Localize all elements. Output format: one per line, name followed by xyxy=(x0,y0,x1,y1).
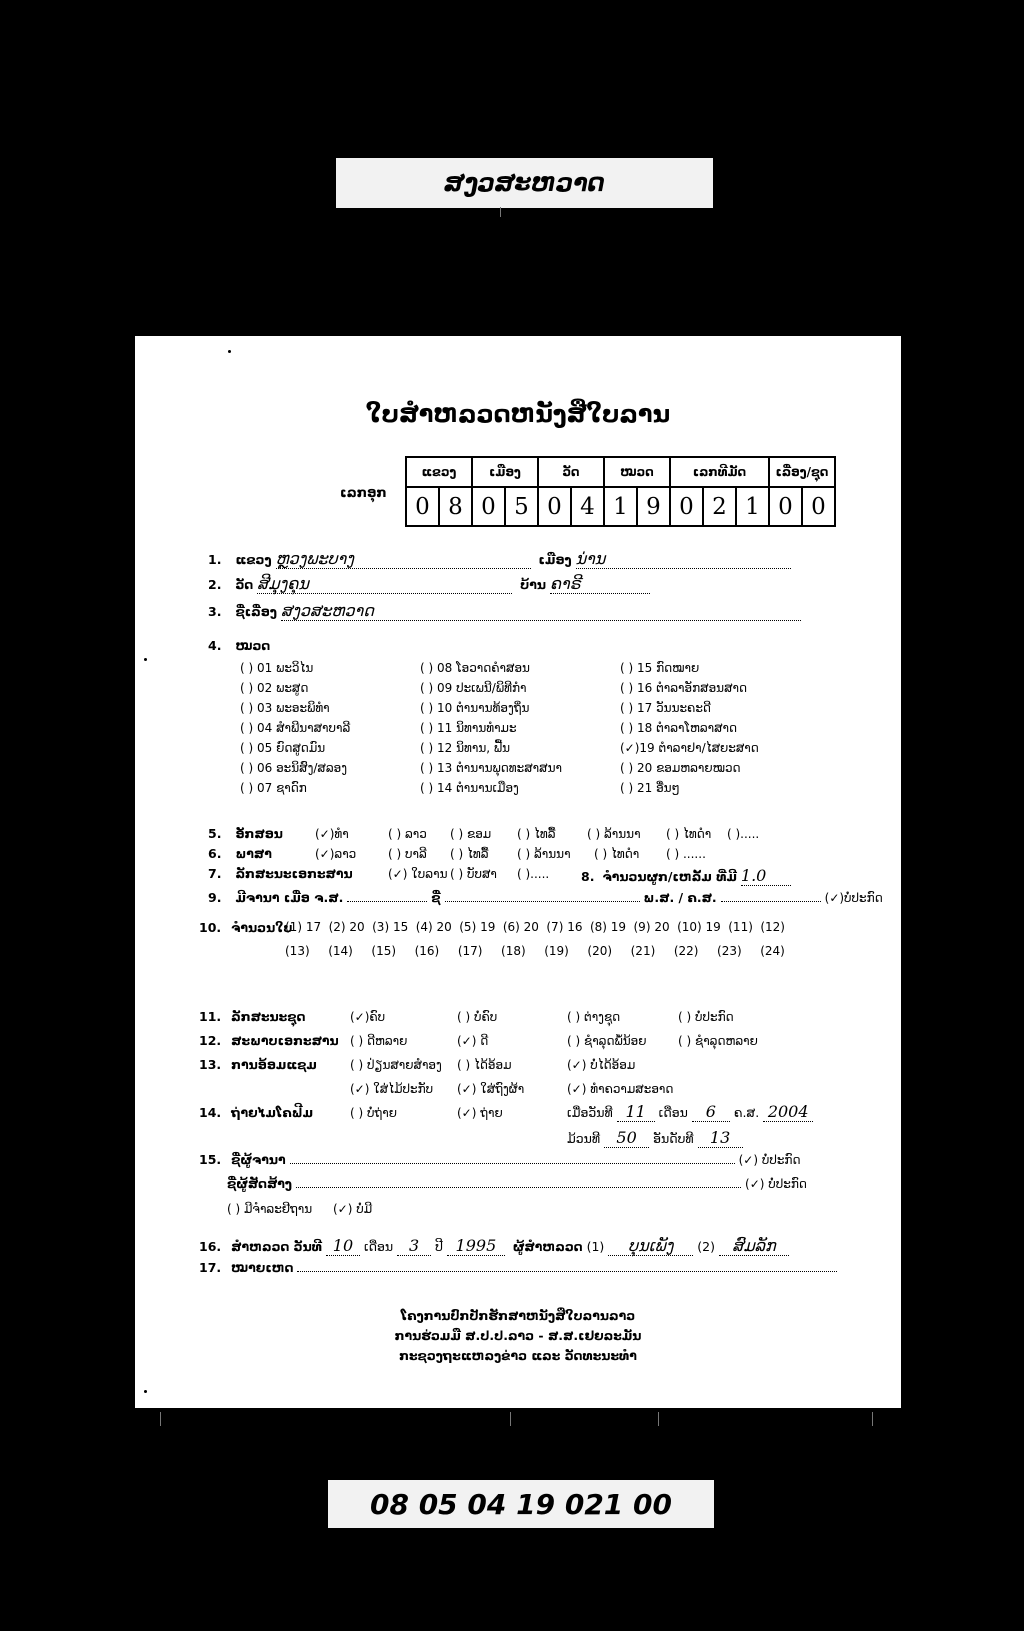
category-option[interactable]: ( ) 10 ຕຳນານທ້ອງຖິ່ນ xyxy=(420,701,530,715)
microfilm-day: 11 xyxy=(625,1102,646,1121)
field-value-line xyxy=(257,574,512,594)
field-label: (2) xyxy=(697,1239,715,1254)
footer-line: ກະຊວງຖະແຫລງຂ່າວ ແລະ ວັດທະນະທຳ xyxy=(399,1348,637,1363)
category-option[interactable]: (✓)19 ຕຳລາຢາ/ໄສຍະສາດ xyxy=(620,741,759,755)
film-speck xyxy=(144,1390,147,1393)
film-mark xyxy=(872,1412,873,1426)
code-digit: 9 xyxy=(637,487,670,526)
code-header: ເລື່ອງ/ຊຸດ xyxy=(769,457,835,487)
field-value-line xyxy=(445,901,640,902)
field-row-builder xyxy=(227,1176,807,1191)
microfilm-month: 6 xyxy=(705,1102,716,1121)
leaf-count-cell: (2) 20 xyxy=(328,920,365,934)
field-row-preservation xyxy=(199,1057,317,1072)
film-speck xyxy=(144,658,147,661)
survey-form-sheet xyxy=(135,336,901,1408)
category-option[interactable]: ( ) 04 ສຳພີນາສາບາລີ xyxy=(240,721,351,735)
field-row-leaf-count xyxy=(199,920,292,935)
field-label: ລັກສະນະເອກະສານ xyxy=(235,866,353,881)
code-digit: 4 xyxy=(571,487,604,526)
leaf-count-line-2 xyxy=(285,944,785,958)
field-row-language xyxy=(208,846,272,861)
field-label: ບ້ານ xyxy=(520,577,546,592)
footer-line: ການຮ່ວມມື ສ.ປ.ປ.ລາວ - ສ.ສ.ເຢຍລະມັນ xyxy=(394,1328,642,1343)
language-option[interactable]: ( ) ລ້ານນາ xyxy=(517,847,571,861)
field-row-temple xyxy=(208,574,650,594)
microfilm-date xyxy=(567,1102,813,1122)
code-header: ເມືອງ xyxy=(472,457,538,487)
field-number: 6. xyxy=(208,846,222,861)
category-option[interactable]: ( ) 03 ພະອະພິທຳ xyxy=(240,701,330,715)
field-label: ປີ xyxy=(435,1239,443,1254)
leaf-count-cell: (16) xyxy=(414,944,440,958)
field-row-category xyxy=(208,638,270,653)
film-mark xyxy=(510,1412,511,1426)
form-title: ໃບສຳຫລວດຫນັງສືໃບລານ xyxy=(365,400,671,428)
field-number: 2. xyxy=(208,577,222,592)
field-label: ເດືອນ xyxy=(363,1239,394,1254)
colophon-option[interactable]: (✓) ບໍ່ມີ xyxy=(333,1202,373,1216)
field-label: ໝາຍເຫດ xyxy=(231,1260,294,1275)
district-value: ນ່ານ xyxy=(575,549,606,568)
leaf-count-cell: (23) xyxy=(717,944,742,958)
survey-month: 3 xyxy=(409,1236,420,1255)
code-digit: 8 xyxy=(439,487,472,526)
condition-option[interactable]: (✓) ດີ xyxy=(457,1034,489,1048)
field-label: ການອ້ອມແຊມ xyxy=(231,1057,317,1072)
manuscript-title-label: ສງວສະຫວາດ xyxy=(336,158,713,208)
language-option[interactable]: ( ) ໄທດຳ xyxy=(594,847,640,861)
leaf-count-cell: (17) xyxy=(457,944,483,958)
condition-option[interactable]: ( ) ຊຳລຸດພໍ້ນ້ອຍ xyxy=(567,1034,647,1048)
script-option[interactable]: ( )..... xyxy=(727,827,760,841)
field-label: ໝວດ xyxy=(235,638,271,653)
microfilm-roll-value: 50 xyxy=(616,1128,637,1147)
title-value: ສງວສະຫວາດ xyxy=(280,601,374,620)
field-number: 13. xyxy=(199,1057,222,1072)
leaf-count-cell: (18) xyxy=(501,944,526,958)
field-label: ຈຳນວນຜູກ/ເຫລັ້ມ ທີ່ມີ xyxy=(602,869,737,884)
field-number: 15. xyxy=(199,1152,222,1167)
field-value-line xyxy=(281,601,801,621)
code-digit: 2 xyxy=(703,487,736,526)
field-label: ອັກສອນ xyxy=(235,826,283,841)
field-label: ຊື່ xyxy=(431,890,441,905)
field-value-line xyxy=(617,1102,655,1122)
not-shown-option[interactable]: (✓) ບໍ່ປະກົດ xyxy=(745,1177,807,1191)
field-row-sponsor-date xyxy=(208,890,883,905)
field-number: 17. xyxy=(199,1260,222,1275)
survey-year: 1995 xyxy=(455,1236,497,1255)
field-row-sponsor xyxy=(199,1152,801,1167)
field-label: ມີຈານາ ເມື່ອ ຈ.ສ. xyxy=(235,890,344,905)
condition-option[interactable]: ( ) ດີຫລາຍ xyxy=(350,1034,408,1048)
field-row-set xyxy=(199,1009,305,1024)
script-option[interactable]: ( ) ໄທດຳ xyxy=(666,827,712,841)
code-digit: 1 xyxy=(604,487,637,526)
field-value-line xyxy=(276,549,531,569)
field-value-line xyxy=(397,1236,431,1256)
field-number: 9. xyxy=(208,890,222,905)
field-number: 7. xyxy=(208,866,222,881)
field-value-line xyxy=(721,901,821,902)
field-number: 8. xyxy=(581,869,595,884)
set-option[interactable]: ( ) ຕ່າງຊຸດ xyxy=(567,1010,621,1024)
category-option[interactable]: ( ) 08 ໂອວາດຄຳສອນ xyxy=(420,661,530,675)
leaf-count-cell: (11) xyxy=(728,920,753,934)
leaf-count-cell: (21) xyxy=(630,944,656,958)
field-number: 14. xyxy=(199,1105,222,1120)
category-option[interactable]: ( ) 17 ວັນນະຄະດີ xyxy=(620,701,711,715)
set-option[interactable]: ( ) ບໍ່ປະກົດ xyxy=(678,1010,734,1024)
field-number: 1. xyxy=(208,552,222,567)
set-option[interactable]: (✓)ຄົບ xyxy=(350,1010,386,1024)
leaf-count-cell: (12) xyxy=(760,920,785,934)
field-label: ຄ.ສ. xyxy=(733,1105,760,1120)
microfilm-option[interactable]: ( ) ບໍ່ຖ່າຍ xyxy=(350,1106,397,1120)
field-label: ເມືອງ xyxy=(538,552,572,567)
field-row-remarks xyxy=(199,1260,837,1275)
field-label: ແຂວງ xyxy=(235,552,272,567)
leaf-count-cell: (9) 20 xyxy=(633,920,670,934)
leaf-count-cell: (24) xyxy=(760,944,785,958)
language-option[interactable]: ( ) ບາລີ xyxy=(388,847,427,861)
field-number: 11. xyxy=(199,1009,222,1024)
field-label: ຖ່າຍໄມໂຄຟີມ xyxy=(231,1105,314,1120)
condition-option[interactable]: ( ) ຊຳລຸດຫລາຍ xyxy=(678,1034,758,1048)
field-value-line xyxy=(297,1271,837,1272)
field-label: (1) xyxy=(586,1239,605,1254)
category-option[interactable]: ( ) 06 ອະນິສົງ/ສລອງ xyxy=(240,761,348,775)
field-row-document-type xyxy=(208,866,353,881)
category-option[interactable]: ( ) 02 ພະສູດ xyxy=(240,681,309,695)
preservation-option[interactable]: (✓) ບໍ່ໄດ້ອ້ອມ xyxy=(567,1058,636,1072)
field-row-microfilm xyxy=(199,1105,313,1120)
language-option[interactable]: (✓)ລາວ xyxy=(315,847,357,861)
field-label: ລັກສະນະຊຸດ xyxy=(231,1009,306,1024)
field-number: 3. xyxy=(208,604,222,619)
field-row-script xyxy=(208,826,315,841)
leaf-count-cell: (14) xyxy=(328,944,353,958)
leaf-count-cell: (13) xyxy=(285,944,310,958)
leaf-count-cell: (3) 15 xyxy=(372,920,409,934)
code-digit: 0 xyxy=(538,487,571,526)
code-digit: 1 xyxy=(736,487,769,526)
code-header: ໝວດ xyxy=(604,457,670,487)
footer-line: ໂຄງການປົກປັກຮັກສາຫນັງສືໃບລານລາວ xyxy=(400,1308,636,1323)
field-label: ສຳຫລວດ ວັນທີ xyxy=(231,1239,322,1254)
field-row-title xyxy=(208,601,801,621)
surveyor-1: ບຸນເພັງ xyxy=(628,1236,674,1255)
field-row-survey xyxy=(199,1236,789,1256)
preservation-option[interactable]: (✓) ທຳຄວາມສະອາດ xyxy=(567,1082,674,1096)
film-mark xyxy=(160,1412,161,1426)
field-label: ວັດ xyxy=(235,577,254,592)
field-label: ຊື່ຜູ້ຈານາ xyxy=(231,1152,286,1167)
microfilm-order-value: 13 xyxy=(709,1128,731,1147)
leaf-count-cell: (10) 19 xyxy=(677,920,721,934)
village-value: ຄາຣີ xyxy=(549,574,581,593)
field-number: 12. xyxy=(199,1033,222,1048)
document-type-option[interactable]: ( ) ບັບສາ xyxy=(450,867,497,881)
film-mark xyxy=(658,1412,659,1426)
survey-day: 10 xyxy=(332,1236,354,1255)
field-label: ມ້ວນທີ xyxy=(567,1131,601,1146)
leaf-count-cell: (4) 20 xyxy=(415,920,452,934)
field-value-line xyxy=(763,1102,813,1122)
code-digit: 0 xyxy=(670,487,703,526)
field-row-province xyxy=(208,549,791,569)
preservation-option[interactable]: (✓) ໃສ່ໄມ້ປະກັບ xyxy=(350,1082,434,1096)
bundle-count-value: 1.0 xyxy=(740,866,767,885)
category-option[interactable]: ( ) 11 ນິທານທຳມະ xyxy=(420,721,517,735)
script-option[interactable]: ( ) ລ້ານນາ xyxy=(587,827,641,841)
field-value-line xyxy=(698,1128,743,1148)
field-value-line xyxy=(692,1102,730,1122)
category-option[interactable]: ( ) 13 ຕຳນານພຸດທະສາສນາ xyxy=(420,761,562,775)
code-table xyxy=(405,456,836,527)
field-value-line xyxy=(296,1187,741,1188)
temple-value: ສີມຸງຄຸນ xyxy=(257,574,309,593)
film-speck xyxy=(228,350,231,353)
leaf-count-cell: (15) xyxy=(371,944,397,958)
field-number: 16. xyxy=(199,1239,222,1254)
field-label: ສະພາບເອກະສານ xyxy=(231,1033,339,1048)
not-shown-option[interactable]: (✓) ບໍ່ປະກົດ xyxy=(738,1153,801,1167)
reference-number-label: 08 05 04 19 021 00 xyxy=(328,1480,714,1528)
code-header: ເລກທີມັດ xyxy=(670,457,769,487)
code-label: ເລກອຸກ xyxy=(340,486,387,501)
code-header: ວັດ xyxy=(538,457,604,487)
category-option[interactable]: ( ) 21 ອື່ນໆ xyxy=(620,781,680,795)
field-value-line xyxy=(550,574,650,594)
category-option[interactable]: ( ) 09 ປະເພນີ/ພິທີກຳ xyxy=(420,681,527,695)
field-label: ພາສາ xyxy=(235,846,272,861)
code-digit: 0 xyxy=(472,487,505,526)
preservation-option[interactable]: ( ) ປ່ຽນສາຍສຳອງ xyxy=(350,1058,442,1072)
document-type-option[interactable]: (✓) ໃບລານ xyxy=(388,867,448,881)
leaf-count-cell: (8) 19 xyxy=(589,920,627,934)
field-number: 10. xyxy=(199,920,222,935)
category-option[interactable]: ( ) 20 ຂອມຫລາຍໝວດ xyxy=(620,761,741,775)
document-type-option[interactable]: ( )..... xyxy=(517,867,550,881)
colophon-option[interactable]: ( ) ມີຈຳລະຢີຖານ xyxy=(227,1202,313,1216)
microfilm-year: 2004 xyxy=(767,1102,809,1121)
category-option[interactable]: ( ) 15 ກົດໝາຍ xyxy=(620,661,700,675)
script-option[interactable]: (✓)ທຳ xyxy=(315,827,349,841)
field-row-bundle-count xyxy=(581,866,791,886)
not-shown-option[interactable]: (✓)ບໍ່ປະກົດ xyxy=(824,891,883,905)
field-label: ຊື່ເລື່ອງ xyxy=(235,604,277,619)
leaf-count-cell: (20) xyxy=(587,944,613,958)
preservation-option[interactable]: ( ) ໄດ້ອ້ອມ xyxy=(457,1058,512,1072)
field-value-line xyxy=(326,1236,360,1256)
code-digit: 0 xyxy=(769,487,802,526)
code-digit: 5 xyxy=(505,487,538,526)
field-label: ຊື່ຜູ້ສັດສ້າງ xyxy=(227,1176,293,1191)
microfilm-option[interactable]: (✓) ຖ່າຍ xyxy=(457,1106,503,1120)
field-label: ອັນດັບທີ xyxy=(653,1131,694,1146)
field-row-condition xyxy=(199,1033,339,1048)
field-number: 5. xyxy=(208,826,222,841)
code-digit: 0 xyxy=(406,487,439,526)
leaf-count-line-1 xyxy=(285,920,785,934)
field-value-line xyxy=(719,1236,789,1256)
microfilm-roll xyxy=(567,1128,743,1148)
category-option[interactable]: ( ) 05 ຍົດສູດມົນ xyxy=(240,741,326,755)
code-digit: 0 xyxy=(802,487,835,526)
leaf-count-cell: (22) xyxy=(673,944,699,958)
script-option[interactable]: ( ) ຂອມ xyxy=(450,827,492,841)
field-label: ເມື່ອວັນທີ xyxy=(567,1105,613,1120)
field-value-line xyxy=(608,1236,693,1256)
field-value-line xyxy=(604,1128,649,1148)
leaf-count-cell: (19) xyxy=(544,944,569,958)
field-label: ຈຳນວນໃບ xyxy=(231,920,293,935)
province-value: ຫຼວງພະບາງ xyxy=(275,549,354,568)
field-number: 4. xyxy=(208,638,222,653)
preservation-option[interactable]: (✓) ໃສ່ຖົງຜ້າ xyxy=(457,1082,525,1096)
field-label: ຜູ້ສຳຫລວດ xyxy=(512,1239,583,1254)
surveyor-2: ສົມລັກ xyxy=(732,1236,776,1255)
language-option[interactable]: ( ) ໄທລື້ xyxy=(450,847,489,861)
field-value-line xyxy=(347,901,427,902)
field-label: ພ.ສ. / ຄ.ສ. xyxy=(643,890,717,905)
field-value-line xyxy=(447,1236,505,1256)
category-option[interactable]: ( ) 01 ພະວິໄນ xyxy=(240,661,314,675)
leaf-count-cell: (6) 20 xyxy=(502,920,539,934)
category-option[interactable]: ( ) 14 ຕຳນານເມືອງ xyxy=(420,781,519,795)
category-option[interactable]: ( ) 07 ຊາດົກ xyxy=(240,781,307,795)
category-option[interactable]: ( ) 18 ຕຳລາໂຫລາສາດ xyxy=(620,721,738,735)
field-value-line xyxy=(576,549,791,569)
code-header: ແຂວງ xyxy=(406,457,472,487)
leaf-count-cell: (5) 19 xyxy=(459,920,496,934)
divider xyxy=(500,207,501,217)
leaf-count-cell: (1) 17 xyxy=(285,920,322,934)
language-option[interactable]: ( ) ...... xyxy=(666,847,706,861)
script-option[interactable]: ( ) ໄທລື້ xyxy=(517,827,556,841)
script-option[interactable]: ( ) ລາວ xyxy=(388,827,427,841)
field-label: ເດືອນ xyxy=(658,1105,688,1120)
leaf-count-cell: (7) 16 xyxy=(546,920,583,934)
category-option[interactable]: ( ) 12 ນິທານ, ຟື້ນ xyxy=(420,741,510,755)
field-value-line xyxy=(741,866,791,886)
field-value-line xyxy=(290,1163,735,1164)
category-option[interactable]: ( ) 16 ຕຳລາອັກສອນສາດ xyxy=(620,681,748,695)
set-option[interactable]: ( ) ບໍ່ຄົບ xyxy=(457,1010,498,1024)
